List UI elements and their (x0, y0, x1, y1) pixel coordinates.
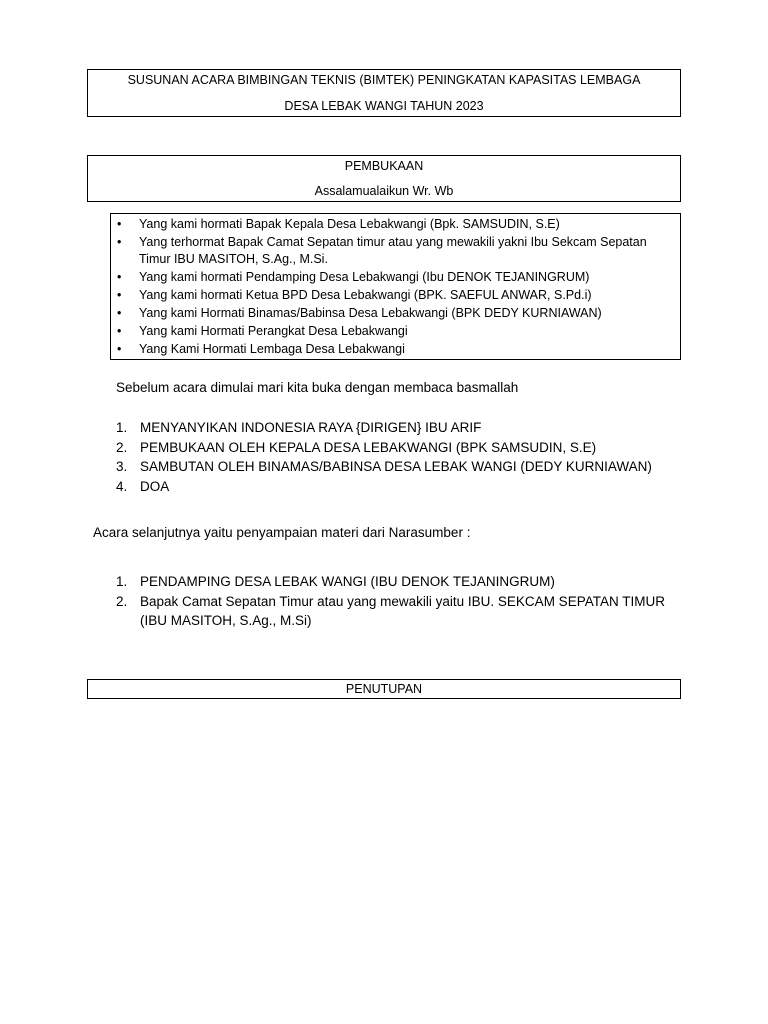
greeting-item (111, 341, 672, 358)
greetings-list (111, 216, 672, 359)
title-box (87, 69, 681, 117)
bullet-marker: • (117, 288, 122, 302)
item-number: 1. (116, 420, 128, 435)
speaker-text: PENDAMPING DESA LEBAK WANGI (IBU DENOK TEJANINGRUM) (140, 574, 555, 589)
agenda-item (116, 477, 676, 497)
opening-salam: Assalamualaikun Wr. Wb (314, 184, 454, 198)
agenda-item (116, 438, 676, 458)
speaker-text: Bapak Camat Sepatan Timur atau yang mewakili yaitu IBU. SEKCAM SEPATAN TIMUR (IBU MASITOH, S.Ag., M.Si) (140, 593, 665, 628)
greeting-text: Yang kami Hormati Perangkat Desa Lebakwangi (139, 324, 408, 338)
agenda-text: MENYANYIKAN INDONESIA RAYA {DIRIGEN} IBU ARIF (140, 420, 482, 435)
opening-heading: PEMBUKAAN (344, 159, 424, 173)
greeting-text: Yang Kami Hormati Lembaga Desa Lebakwangi (139, 342, 405, 356)
next-text: Acara selanjutnya yaitu penyampaian materi dari Narasumber : (93, 525, 471, 540)
closing-box (87, 679, 681, 699)
bullet-marker: • (117, 342, 122, 356)
greeting-text: Yang kami Hormati Binamas/Babinsa Desa Lebakwangi (BPK DEDY KURNIAWAN) (139, 306, 602, 320)
bullet-marker: • (117, 235, 122, 249)
speaker-item (116, 572, 676, 592)
item-number: 4. (116, 478, 128, 494)
bullet-marker: • (117, 306, 122, 320)
greeting-item (111, 287, 672, 304)
greetings-box (110, 213, 681, 360)
agenda-text: SAMBUTAN OLEH BINAMAS/BABINSA DESA LEBAK WANGI (DEDY KURNIAWAN) (140, 459, 652, 474)
bullet-marker: • (117, 217, 122, 231)
title-line-1: SUSUNAN ACARA BIMBINGAN TEKNIS (BIMTEK) PENINGKATAN KAPASITAS LEMBAGA (127, 73, 641, 87)
greeting-text: Yang kami hormati Ketua BPD Desa Lebakwangi (BPK. SAEFUL ANWAR, S.Pd.i) (139, 288, 592, 302)
agenda-item (116, 457, 676, 477)
greeting-text: Yang kami hormati Bapak Kepala Desa Lebakwangi (Bpk. SAMSUDIN, S.E) (139, 217, 560, 231)
item-number: 2. (116, 593, 128, 609)
agenda-item (116, 418, 676, 438)
bullet-marker: • (117, 324, 122, 338)
title-line-2: DESA LEBAK WANGI TAHUN 2023 (284, 99, 484, 113)
greeting-item (111, 305, 672, 322)
agenda-text: DOA (140, 478, 170, 494)
bullet-marker: • (117, 270, 122, 284)
greeting-item (111, 269, 672, 286)
greeting-item (111, 216, 672, 233)
speakers-list (116, 572, 676, 631)
greeting-text: Yang terhormat Bapak Camat Sepatan timur atau yang mewakili yakni Ibu Sekcam Sepatan Timur IBU MASITOH, S.Ag., M.Si. (139, 235, 647, 266)
greeting-text: Yang kami hormati Pendamping Desa Lebakwangi (Ibu DENOK TEJANINGRUM) (139, 270, 590, 284)
closing-text: PENUTUPAN (345, 682, 423, 696)
item-number: 2. (116, 439, 128, 455)
intro-text: Sebelum acara dimulai mari kita buka dengan membaca basmallah (116, 380, 519, 395)
item-number: 3. (116, 459, 128, 474)
opening-box (87, 155, 681, 202)
agenda-list (116, 418, 676, 496)
greeting-item (111, 323, 672, 340)
greeting-item (111, 234, 672, 268)
agenda-text: PEMBUKAAN OLEH KEPALA DESA LEBAKWANGI (BPK SAMSUDIN, S.E) (140, 439, 597, 455)
item-number: 1. (116, 574, 128, 589)
speaker-item (116, 592, 676, 631)
